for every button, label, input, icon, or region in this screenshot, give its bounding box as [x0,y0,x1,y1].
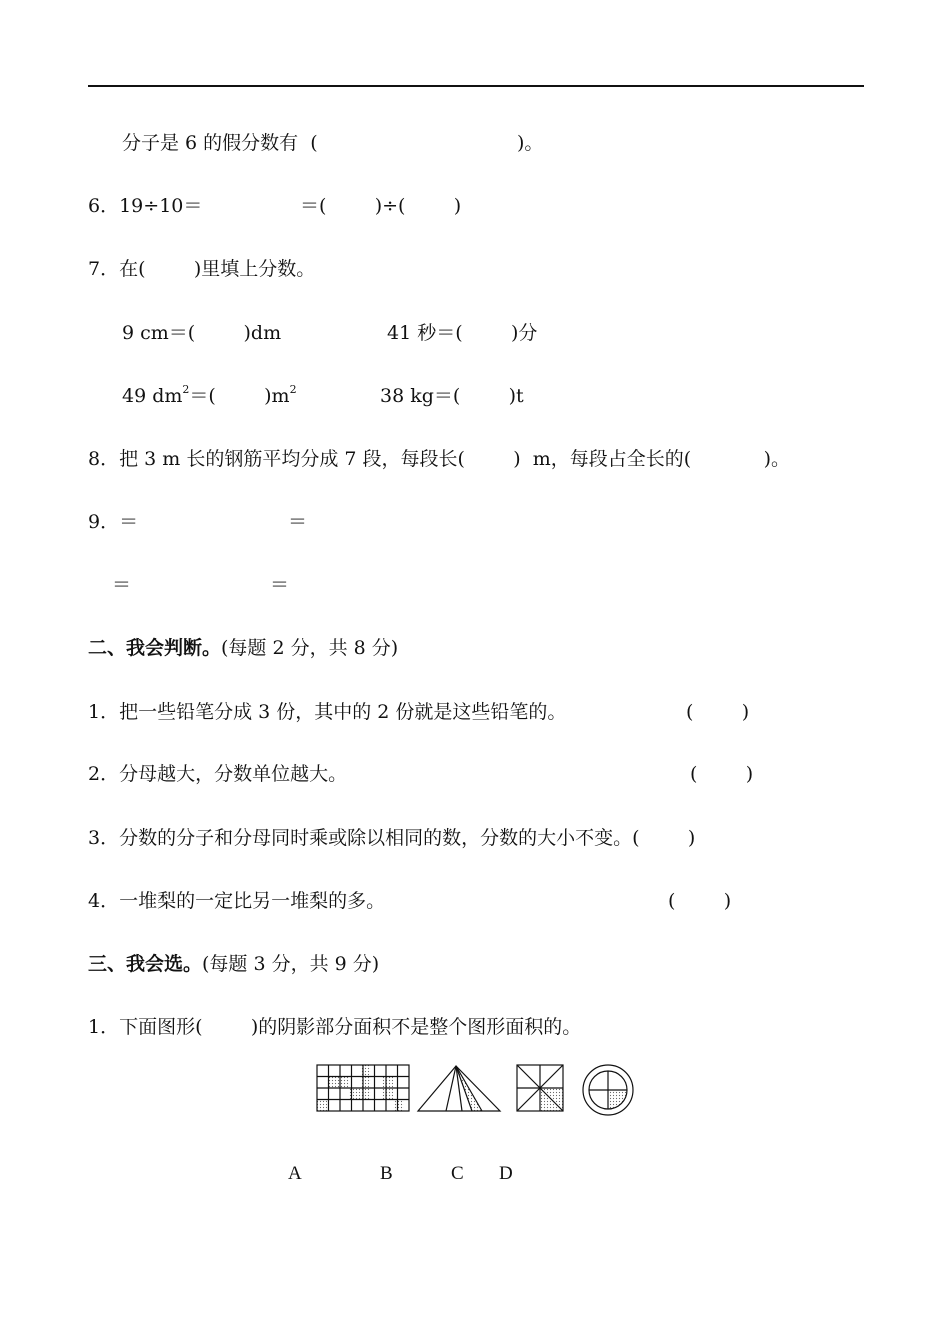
figure-b-triangle [416,1064,502,1112]
question-9-eq4: ＝ [270,574,290,596]
label-d: D [499,1163,513,1184]
question-9-eq3: ＝ [112,574,132,596]
judge-item-4-paren: ( ) [668,890,732,912]
q5-answer-close: )。 [517,132,544,154]
judge-item-1: 1．把一些铅笔分成 3 份，其中的 2 份就是这些铅笔的。 [88,701,567,723]
section-2-heading: 二、我会判断。(每题 2 分，共 8 分) [88,637,399,659]
label-c: C [451,1163,464,1184]
judge-item-4: 4．一堆梨的一定比另一堆梨的多。 [88,890,386,912]
question-7c: 49 $dm^2=$( )$m^2$ [122,383,297,407]
figure-d-circle [582,1064,634,1116]
judge-item-1-paren: ( ) [686,701,750,723]
choice-question-1: 1．下面图形( )的阴影部分面积不是整个图形面积的。 [88,1016,582,1038]
label-a: A [288,1163,302,1184]
judge-item-2: 2．分母越大，分数单位越大。 [88,763,348,785]
header-rule [88,85,864,87]
section-3-heading: 三、我会选。(每题 3 分，共 9 分) [88,953,380,975]
label-b: B [380,1163,393,1184]
judge-item-2-paren: ( ) [690,763,754,785]
question-9: 9．＝ [88,511,139,533]
question-7: 7．在( )里填上分数。 [88,258,316,280]
question-8: 8．把 3 m 长的钢筋平均分成 7 段，每段长( ) m，每段占全长的( )。 [88,448,791,470]
question-9-eq2: ＝ [288,511,308,533]
question-6-right: ＝( )÷( ) [300,195,462,217]
judge-item-3: 3．分数的分子和分母同时乘或除以相同的数，分数的大小不变。( ) [88,827,696,849]
question-6: 6．19÷10＝ [88,195,203,217]
question-7b: 41 秒＝( )分 [387,322,538,344]
question-7d: 38 kg＝( )t [380,385,524,407]
question-7a: 9 cm＝( )dm [122,322,282,344]
q5-continuation: 分子是 6 的假分数有 ( [122,132,318,154]
figure-c-square [516,1064,564,1112]
figure-a-grid [316,1064,410,1112]
